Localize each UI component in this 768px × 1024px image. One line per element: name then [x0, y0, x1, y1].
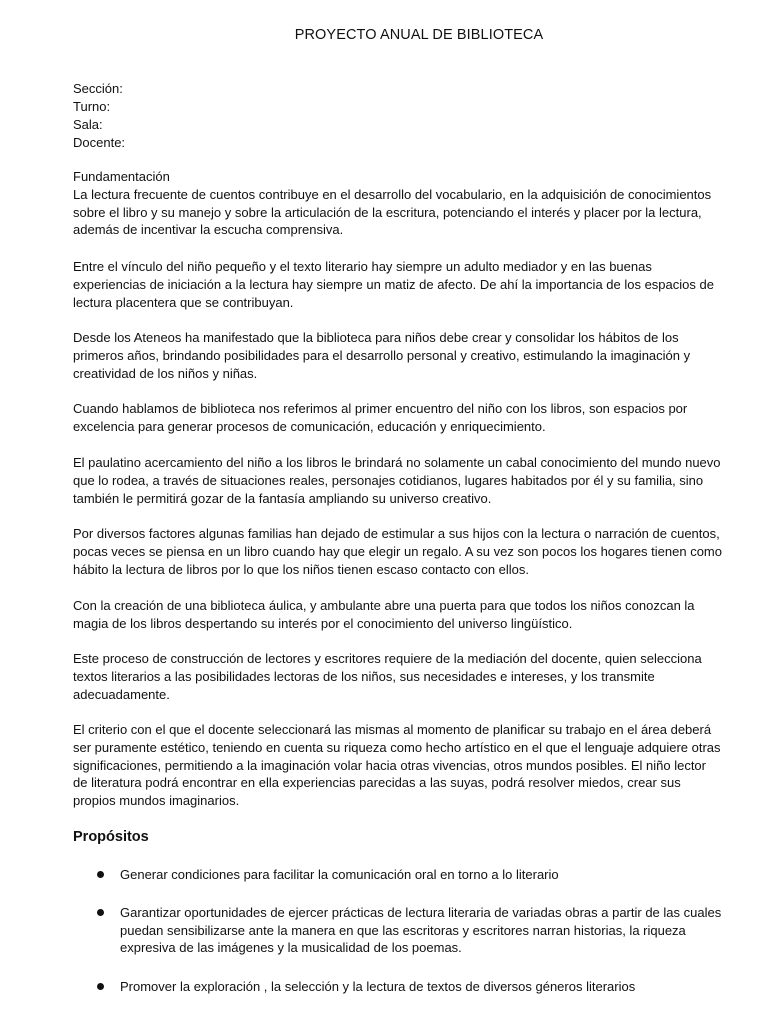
- paragraph: El paulatino acercamiento del niño a los libros le brindará no solamente un cabal conocimiento del mundo nuevo que lo rodea, a través de situaciones reales, personajes cotidianos, lugares habitados por él y su familia, sino también le permitirá gozar de la fantasía ampliando su universo creativo.: [73, 455, 721, 506]
- paragraph: El criterio con el que el docente seleccionará las mismas al momento de planificar su trabajo en el área deberá ser puramente estético, teniendo en cuenta su riqueza como hecho artístico en el que el lenguaje adquiere otras significaciones, permitiendo a la imaginación volar hacia otras vivencias, otros mundos posibles. El niño lector de literatura podrá encontrar en ella experiencias parecidas a las suyas, podrá resolver miedos, crear sus propios mundos imaginarios.: [73, 722, 721, 809]
- paragraph: Desde los Ateneos ha manifestado que la biblioteca para niños debe crear y consolidar los hábitos de los primeros años, brindando posibilidades para el desarrollo personal y creativo, estimulando la imaginación y creatividad de los niños y niñas.: [73, 330, 691, 381]
- list-item-text: Generar condiciones para facilitar la comunicación oral en torno a lo literario: [120, 867, 559, 882]
- list-item-text: Promover la exploración , la selección y la lectura de textos de diversos géneros literarios: [120, 979, 636, 995]
- propositos-list: [73, 866, 723, 996]
- list-item: [73, 904, 723, 957]
- fundamentacion-heading: Fundamentación: [73, 169, 170, 184]
- bullet-icon: [97, 909, 104, 916]
- list-item: [73, 866, 723, 884]
- paragraph-block: [73, 650, 723, 703]
- paragraph: La lectura frecuente de cuentos contribuye en el desarrollo del vocabulario, en la adquisición de conocimientos sobre el libro y su manejo y sobre la articulación de la escritura, potenciando el interés y placer por la lectura, además de incentivar la escucha comprensiva.: [73, 186, 712, 238]
- paragraph-block: [73, 454, 723, 507]
- meta-field-turno: Turno:: [73, 99, 111, 114]
- paragraph-block: [73, 597, 723, 633]
- paragraph-block: [73, 525, 723, 578]
- paragraph: Este proceso de construcción de lectores y escritores requiere de la mediación del docente, quien selecciona textos literarios a las posibilidades lectoras de los niños, sus necesidades e intereses, y los transmite adecuadamente.: [73, 651, 702, 702]
- document-title: PROYECTO ANUAL DE BIBLIOTECA: [294, 27, 544, 43]
- bullet-icon: [97, 983, 104, 990]
- paragraph-block: [73, 400, 723, 436]
- paragraph: Con la creación de una biblioteca áulica, y ambulante abre una puerta para que todos los niños conozcan la magia de los libros despertando su interés por el conocimiento del universo lingüístico.: [73, 598, 695, 631]
- propositos-heading: Propósitos: [73, 829, 149, 845]
- meta-field-sala: Sala:: [73, 117, 103, 132]
- fundamentacion-section: [73, 168, 723, 239]
- paragraph-block: [73, 329, 723, 382]
- list-item: [73, 978, 723, 996]
- meta-field-seccion: Sección:: [73, 81, 123, 96]
- paragraph: Entre el vínculo del niño pequeño y el texto literario hay siempre un adulto mediador y en las buenas experiencias de iniciación a la lectura hay siempre un matiz de afecto. De ahí la importancia de los espacios de lectura placentera que se contribuyan.: [73, 259, 714, 310]
- paragraph: Por diversos factores algunas familias han dejado de estimular a sus hijos con la lectura o narración de cuentos, pocas veces se piensa en un libro cuando hay que elegir un regalo. A su vez son pocos los hogares tienen como hábito la lectura de libros por lo que los niños tienen escaso contacto con ellos.: [73, 526, 722, 577]
- list-item-text: Garantizar oportunidades de ejercer prácticas de lectura literaria de variadas obras a partir de las cuales puedan sensibilizarse ante la manera en que las escritoras y escritores narran historias, la riqueza expresiva de las imágenes y la musicalidad de los poemas.: [120, 904, 722, 956]
- meta-field-docente: Docente:: [73, 135, 126, 150]
- paragraph-block: [73, 258, 723, 311]
- meta-fields: [73, 80, 125, 152]
- bullet-icon: [97, 871, 104, 878]
- paragraph-block: [73, 721, 723, 810]
- paragraph: Cuando hablamos de biblioteca nos referimos al primer encuentro del niño con los libros, son espacios por excelencia para generar procesos de comunicación, educación y enriquecimiento.: [73, 401, 688, 434]
